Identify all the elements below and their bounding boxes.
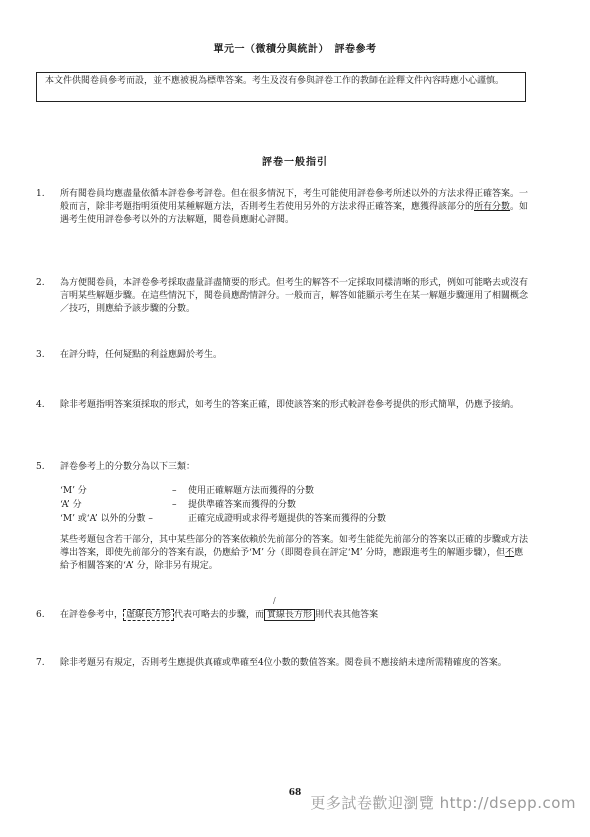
- mark-category-row: [60, 499, 530, 513]
- guideline-item-2: [36, 277, 536, 322]
- guideline-item-7: [36, 657, 536, 687]
- underlined-phrase: 不: [505, 548, 515, 558]
- mark-category-label: ‘A’ 分: [60, 500, 82, 510]
- item-number: 4.: [36, 400, 45, 410]
- stray-pen-mark: /: [273, 596, 276, 605]
- page-header-title: 單元一（微積分與統計） 評卷參考: [213, 44, 377, 55]
- item-text: 在評分時，任何疑點的利益應歸於考生。: [60, 350, 223, 360]
- mark-category-dash: –: [172, 486, 177, 496]
- item-number: 2.: [36, 278, 45, 288]
- item-number: 6.: [36, 610, 45, 620]
- item-text: [60, 609, 536, 622]
- guideline-item-1: [36, 188, 536, 248]
- item-text-part: 代表可略去的步驟，而: [174, 610, 265, 620]
- item-text-part: 所有閱卷員均應盡量依循本評卷參考評卷。但在很多情況下，考生可能使用評卷參考所述以外的方法求得正確答案。一般而言，除非考題指明須使用某種解題方法，否則考生若使用另外的方法求得正確答案，應獲得該部分的: [60, 189, 529, 212]
- guideline-item-3: [36, 349, 536, 365]
- dashed-box-label: 虛線長方形: [123, 609, 174, 621]
- item-text-part: 則代表其他答案: [315, 610, 379, 620]
- item-number: 7.: [36, 658, 45, 668]
- mark-category-label: ‘M’ 分: [60, 486, 87, 496]
- item-number: 1.: [36, 189, 45, 199]
- item-text: 為方便閱卷員，本評卷參考採取盡量詳盡簡要的形式。但考生的解答不一定採取同樣清晰的形式，例如可能略去或沒有言明某些解題步驟。在這些情況下，閱卷員應酌情評分。一般而言，解答如能顯示考生在某一解題步驟運用了相關概念／技巧，則應給予該步驟的分數。: [60, 278, 529, 314]
- page-number: 68: [288, 788, 302, 798]
- paragraph-text-part: 應給予相關答案的‘A’ 分，除非另有規定。: [60, 548, 524, 571]
- mark-category-desc: 正確完成證明或求得考題提供的答案而獲得的分數: [188, 514, 387, 524]
- paragraph-text-part: 某些考題包含若干部分，其中某些部分的答案依賴於先前部分的答案。如考生能從先前部分的答案以正確的步驟或方法導出答案，即使先前部分的答案有誤，仍應給予‘M’ 分（即閱卷員在評定‘M’ 分時，應跟進考生的解題步驟），但: [60, 535, 529, 558]
- mark-category-row: [60, 485, 530, 499]
- item-intro: 評卷參考上的分數分為以下三類：: [60, 462, 196, 472]
- underlined-phrase: 所有分數: [474, 202, 511, 212]
- item-text: [60, 188, 536, 227]
- guideline-item-4: [36, 399, 536, 429]
- section-heading: 評卷一般指引: [262, 157, 328, 168]
- item-text-part: 在評卷參考中，: [60, 610, 124, 620]
- mark-category-desc: 使用正確解題方法而獲得的分數: [188, 486, 315, 496]
- guideline-item-6: [36, 609, 536, 625]
- disclaimer-notice: 本文件供閱卷員參考而設，並不應被視為標準答案。考生及沒有參與評卷工作的教師在詮釋文件內容時應小心謹慎。: [36, 72, 526, 102]
- guideline-item-5: [36, 461, 536, 477]
- watermark: 更多試卷歡迎瀏覽 http://dsepp.com: [310, 794, 576, 812]
- mark-category-dash: –: [172, 500, 177, 510]
- mark-category-row: [60, 513, 530, 527]
- mark-category-label: ‘M’ 或‘A’ 以外的分數 –: [60, 514, 153, 524]
- solid-box-label: 實線長方形: [264, 609, 315, 621]
- item-text: 除非考題指明答案須採取的形式，如考生的答案正確，即使該答案的形式較評卷參考提供的形式簡單，仍應予接納。: [60, 400, 520, 410]
- item-text-part: 。如遇考生使用評卷參考以外的方法解題，閱卷員應耐心評閱。: [60, 202, 529, 225]
- mark-category-desc: 提供準確答案而獲得的分數: [188, 500, 297, 510]
- item-number: 5.: [36, 462, 45, 472]
- item-text: 除非考題另有規定，否則考生應提供真確或準確至4位小數的數值答案。閱卷員不應接納未達所需精確度的答案。: [60, 658, 507, 668]
- item-5-paragraph: [60, 534, 532, 579]
- item-number: 3.: [36, 350, 45, 360]
